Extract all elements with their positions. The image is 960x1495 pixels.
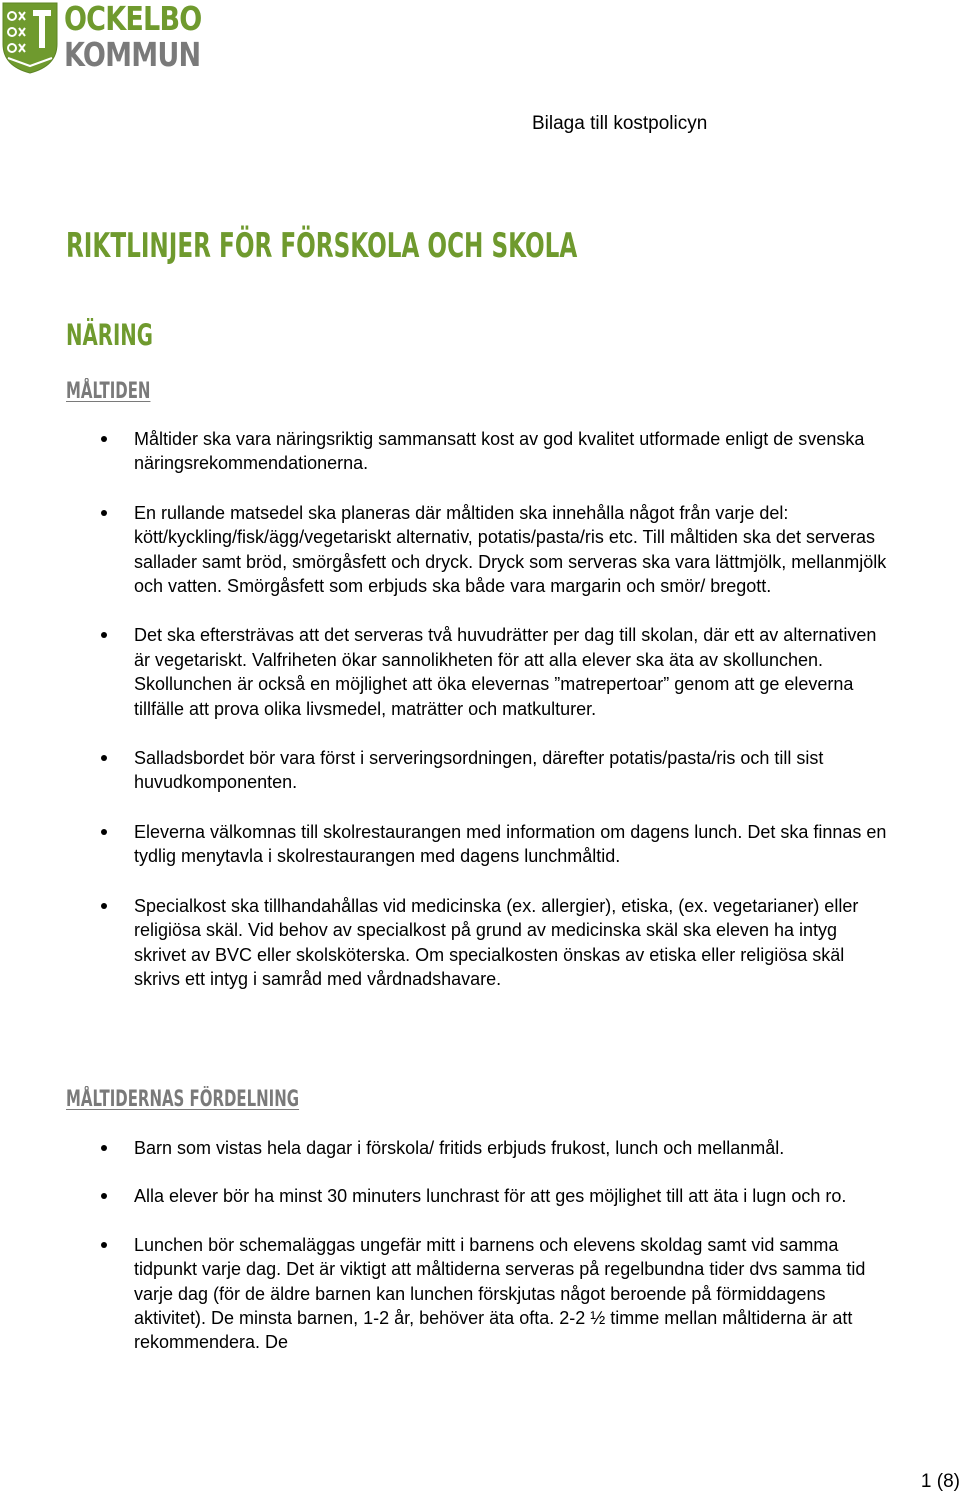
bullet-list-maltiden [0,427,900,991]
logo-text-line2: KOMMUN [64,35,201,74]
list-item: Specialkost ska tillhandahållas vid medicinska (ex. allergier), etiska, (ex. vegetarianer) eller religiösa skäl. Vid behov av specialkost på grund av medicinska skäl ska eleven ha intyg skrivet av BVC eller skolsköterska. Om specialkosten önskas av etiska eller religiösa skäl skrivs ett intyg i samråd med vårdnadshavare. [0,894,889,992]
municipal-shield-icon [0,0,60,74]
subsection-heading-maltiden: MÅLTIDEN [66,379,151,404]
list-item: Det ska eftersträvas att det serveras två huvudrätter per dag till skolan, där ett av alternativen är vegetariskt. Valfriheten ökar sannolikheten för att alla elever ska äta av skollunchen. Skollunchen är också en möjlighet att öka elevernas ”matrepertoar” genom att ge eleverna tillfälle att prova olika livsmedel, maträtter och matkulturer. [0,623,889,721]
section-heading: NÄRING [66,318,153,352]
list-item: Alla elever bör ha minst 30 minuters lunchrast för att ges möjlighet till att äta i lugn och ro. [0,1184,889,1208]
document-title: RIKTLINJER FÖR FÖRSKOLA OCH SKOLA [66,226,578,266]
list-item: Måltider ska vara näringsriktig sammansatt kost av god kvalitet utformade enligt de svenska näringsrekommendationerna. [0,427,889,476]
list-item: Lunchen bör schemaläggas ungefär mitt i barnens och elevens skoldag samt vid samma tidpunkt varje dag. Det är viktigt att måltiderna serveras på regelbundna tider dvs samma tid varje dag (för de äldre barnen kan lunchen förskjutas något beroende på förmiddagens aktivitet). De minsta barnen, 1-2 år, behöver äta ofta. 2-2 ½ timme mellan måltiderna är att rekommendera. De [0,1233,889,1355]
bullet-list-maltidernas-fordelning [0,1136,900,1379]
list-item: Salladsbordet bör vara först i serveringsordningen, därefter potatis/pasta/ris och till sist huvudkomponenten. [0,746,889,795]
page-number: 1 (8) [920,1471,960,1492]
list-item: Barn som vistas hela dagar i förskola/ fritids erbjuds frukost, lunch och mellanmål. [0,1136,889,1160]
logo-text-line1: OCKELBO [64,0,202,38]
municipality-logo [0,0,200,78]
list-item: En rullande matsedel ska planeras där måltiden ska innehålla något från varje del: kött/kyckling/fisk/ägg/vegetariskt alternativ, potatis/pasta/ris etc. Till måltiden ska det serveras sallader samt bröd, smörgåsfett och dryck. Dryck som serveras ska vara lättmjölk, mellanmjölk och vatten. Smörgåsfett som erbjuds ska både vara margarin och smör/ bregott. [0,501,889,599]
appendix-label: Bilaga till kostpolicyn [532,113,708,134]
list-item: Eleverna välkomnas till skolrestaurangen med information om dagens lunch. Det ska finnas en tydlig menytavla i skolrestaurangen med dagens lunchmåltid. [0,820,889,869]
subsection-heading-maltidernas-fordelning: MÅLTIDERNAS FÖRDELNING [66,1087,300,1112]
